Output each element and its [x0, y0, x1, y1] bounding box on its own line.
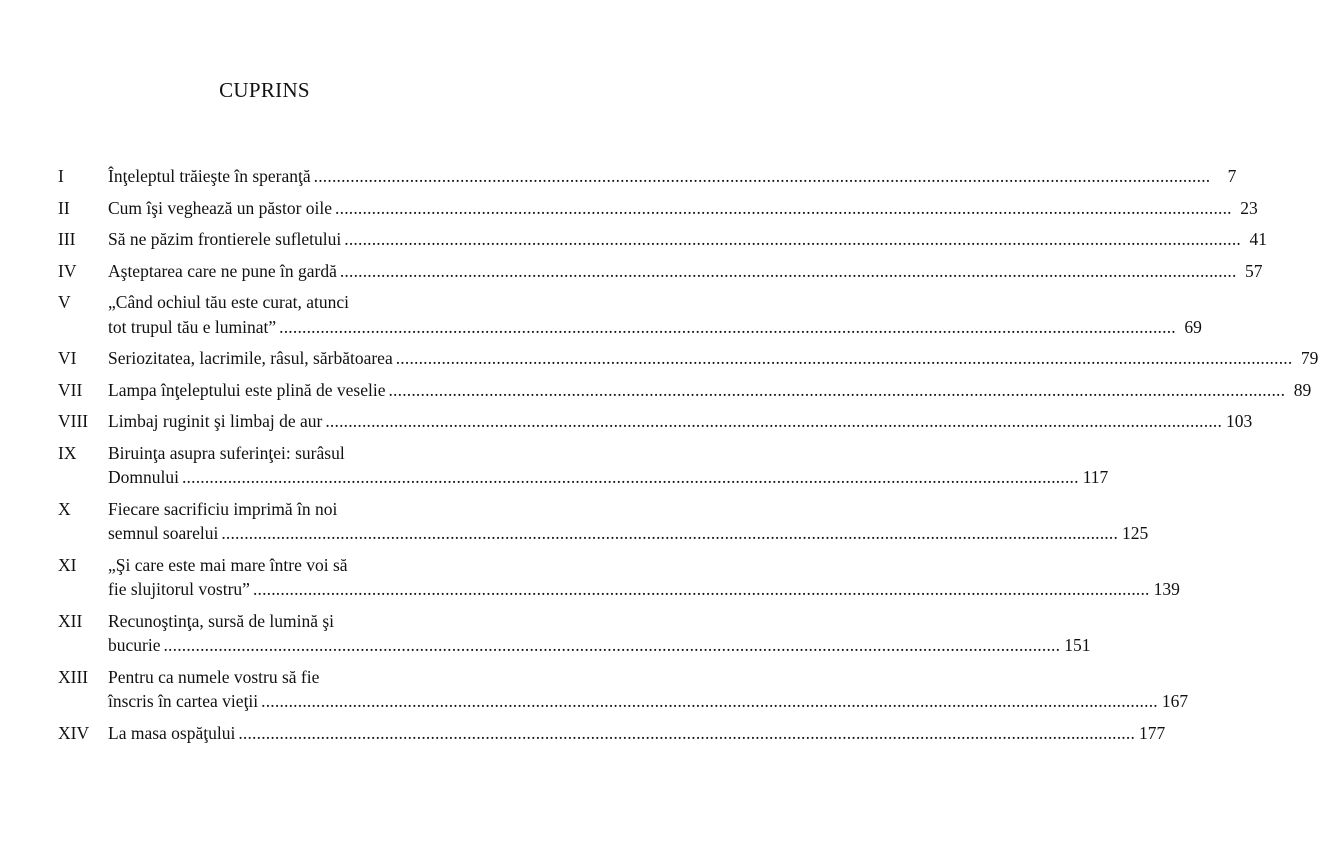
chapter-title-line: Biruinţa asupra suferinţei: surâsul: [108, 442, 345, 463]
chapter-number: XIII: [58, 666, 89, 687]
chapter-title-text: fie slujitorul vostru”: [108, 579, 250, 599]
chapter-title-line: „Şi care este mai mare între voi să: [108, 554, 348, 575]
page-number: 103: [1226, 411, 1253, 431]
chapter-title-block: [108, 227, 1267, 252]
chapter-title-block: [108, 665, 1188, 714]
page-number: 125: [1122, 523, 1149, 543]
dot-leader: [388, 378, 1285, 403]
dot-leader: [325, 409, 1222, 434]
chapter-number: II: [58, 197, 70, 218]
page-number: 23: [1240, 197, 1258, 218]
dot-leader: [340, 259, 1237, 284]
chapter-title-final-line: [108, 196, 1258, 221]
chapter-title-line: Pentru ca numele vostru să fie: [108, 666, 320, 687]
toc-entry[interactable]: [58, 441, 1109, 490]
dot-leader: [396, 346, 1293, 371]
chapter-title-block: [108, 609, 1090, 658]
chapter-number: XIV: [58, 722, 90, 743]
chapter-title-text: Domnului: [108, 467, 179, 487]
chapter-title-text: tot trupul tău e luminat”: [108, 316, 277, 337]
toc-entry[interactable]: [58, 378, 1312, 403]
page-number: 79: [1300, 348, 1318, 368]
page-number: 117: [1082, 467, 1109, 487]
chapter-number: VII: [58, 379, 83, 400]
chapter-title-final-line: [108, 521, 1148, 546]
chapter-number: XII: [58, 610, 83, 631]
toc-entry[interactable]: [58, 227, 1267, 252]
dot-leader: [163, 633, 1060, 658]
toc-entry[interactable]: [58, 409, 1253, 434]
chapter-title-block: [108, 290, 1202, 339]
chapter-title-final-line: [108, 633, 1090, 658]
toc-entry[interactable]: [58, 290, 1202, 339]
toc-entry[interactable]: [58, 665, 1189, 714]
chapter-title-final-line: [108, 409, 1252, 434]
chapter-title-text: înscris în cartea vieţii: [108, 691, 259, 711]
chapter-title-text: Lampa înţeleptului este plină de veselie: [108, 379, 386, 400]
chapter-title-final-line: [108, 689, 1188, 714]
chapter-title-text: La masa ospăţului: [108, 722, 236, 743]
chapter-title-text: Limbaj ruginit şi limbaj de aur: [108, 411, 323, 431]
chapter-title-text: semnul soarelui: [108, 523, 219, 543]
page-number: 69: [1184, 316, 1202, 337]
toc-entry[interactable]: [58, 259, 1263, 284]
page-number: 167: [1161, 691, 1189, 711]
chapter-title-final-line: [108, 346, 1318, 371]
page-number: 57: [1245, 260, 1263, 281]
chapter-title-final-line: [108, 164, 1236, 189]
toc-entry[interactable]: [58, 164, 1237, 189]
chapter-title-final-line: [108, 721, 1165, 746]
page-number: 151: [1064, 635, 1091, 655]
dot-leader: [253, 577, 1150, 602]
page-number: 89: [1293, 379, 1312, 400]
chapter-number: IV: [58, 260, 77, 281]
toc-entry[interactable]: [58, 196, 1258, 221]
dot-leader: [314, 164, 1211, 189]
dot-leader: [335, 196, 1232, 221]
chapter-title-line: Recunoştinţa, sursă de lumină şi: [108, 610, 335, 631]
chapter-title-block: [108, 721, 1165, 746]
chapter-title-block: [108, 553, 1180, 602]
table-of-contents: [58, 164, 1318, 752]
dot-leader: [238, 721, 1135, 746]
chapter-title-line: „Când ochiul tău este curat, atunci: [108, 292, 350, 312]
dot-leader: [344, 227, 1241, 252]
dot-leader: [221, 521, 1118, 546]
chapter-title-text: Aşteptarea care ne pune în gardă: [108, 260, 337, 281]
page-title: CUPRINS: [219, 78, 310, 102]
chapter-title-final-line: [108, 259, 1263, 284]
chapter-title-block: [108, 378, 1311, 403]
toc-entry[interactable]: [58, 497, 1149, 546]
chapter-title-block: [108, 409, 1252, 434]
chapter-title-final-line: [108, 227, 1267, 252]
chapter-number: VI: [58, 348, 77, 368]
chapter-title-text: Să ne păzim frontierele sufletului: [108, 229, 342, 249]
chapter-number: VIII: [58, 411, 89, 431]
chapter-title-line: Fiecare sacrificiu imprimă în noi: [108, 498, 338, 519]
chapter-number: V: [58, 292, 71, 312]
chapter-number: X: [58, 498, 71, 519]
chapter-title-text: Cum îşi veghează un păstor oile: [108, 197, 333, 218]
chapter-title-final-line: [108, 315, 1202, 340]
dot-leader: [182, 465, 1079, 490]
chapter-title-final-line: [108, 577, 1180, 602]
chapter-title-block: [108, 346, 1318, 371]
page-number: 139: [1153, 579, 1180, 599]
chapter-title-block: [108, 497, 1148, 546]
toc-entry[interactable]: [58, 609, 1091, 658]
page-number: 41: [1249, 229, 1267, 249]
chapter-title-text: Seriozitatea, lacrimile, râsul, sărbătoarea: [108, 348, 393, 368]
chapter-title-text: Înţeleptul trăieşte în speranţă: [108, 166, 311, 186]
toc-entry[interactable]: [58, 553, 1180, 602]
toc-entry[interactable]: [58, 721, 1166, 746]
chapter-title-block: [108, 259, 1263, 284]
dot-leader: [261, 689, 1158, 714]
chapter-number: I: [58, 166, 64, 186]
chapter-title-block: [108, 441, 1108, 490]
chapter-title-block: [108, 164, 1236, 189]
chapter-number: IX: [58, 442, 77, 463]
dot-leader: [279, 315, 1176, 340]
page-number: 177: [1139, 722, 1166, 743]
chapter-number: XI: [58, 554, 77, 575]
chapter-title-final-line: [108, 378, 1311, 403]
toc-entry[interactable]: [58, 346, 1318, 371]
page-number: 7: [1227, 166, 1237, 186]
chapter-title-text: bucurie: [108, 635, 161, 655]
chapter-title-block: [108, 196, 1258, 221]
chapter-number: III: [58, 229, 76, 249]
chapter-title-final-line: [108, 465, 1108, 490]
